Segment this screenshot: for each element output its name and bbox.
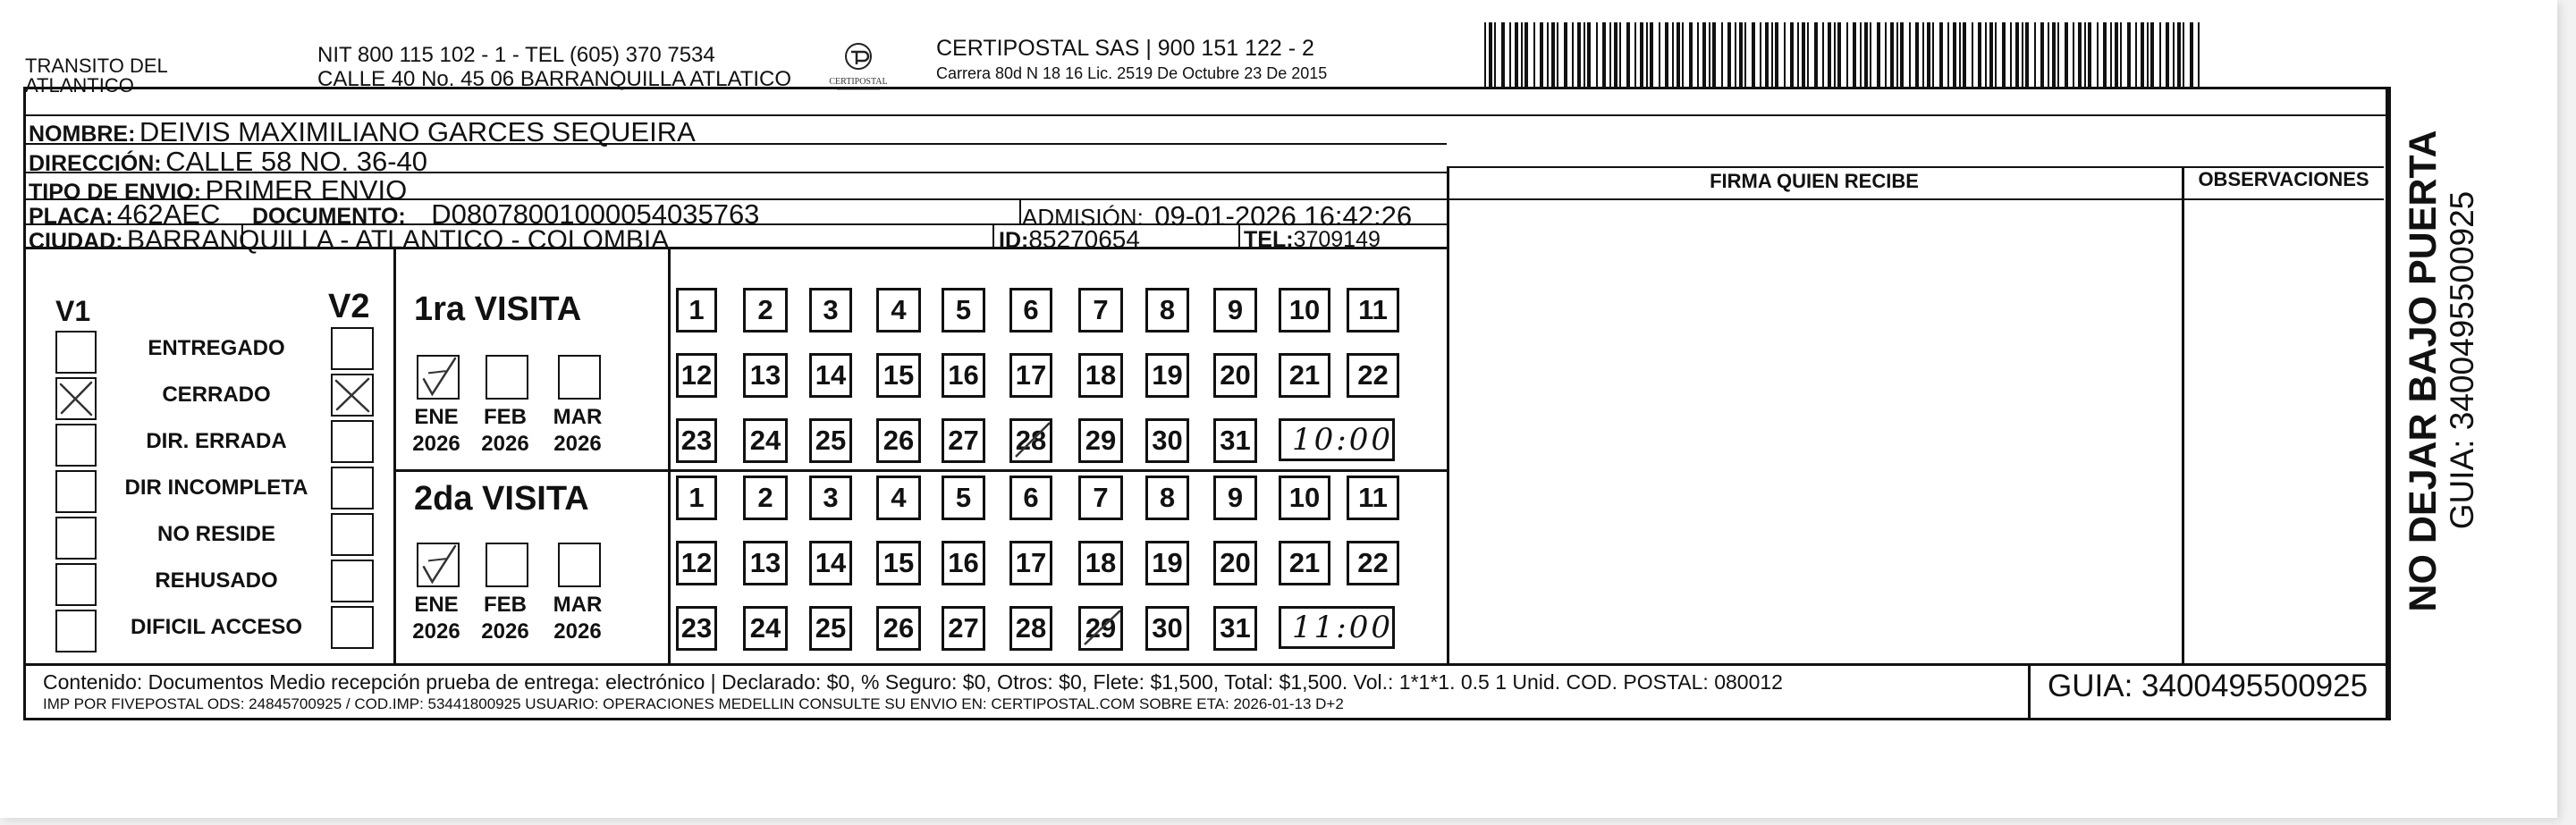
v2-checkbox-dir-incompleta[interactable]: [331, 467, 374, 509]
day-number: 9: [1227, 482, 1244, 513]
v2-checkbox-dificil-acceso[interactable]: [331, 606, 374, 649]
v1-checkbox-dir-errada[interactable]: [55, 424, 97, 467]
firma-area[interactable]: [1449, 201, 2179, 661]
day-number: 27: [948, 425, 979, 456]
visit-1-day-box[interactable]: [1009, 418, 1052, 463]
barcode-icon: [1484, 22, 2204, 89]
visit-1-day-box[interactable]: [1347, 288, 1399, 333]
visit-1-month-label: [401, 404, 472, 458]
day-number: 29: [1085, 612, 1117, 644]
day-number: 10: [1288, 294, 1321, 325]
ciudad-value: BARRANQUILLA - ATLANTICO - COLOMBIA: [127, 225, 670, 255]
day-number: 8: [1159, 294, 1176, 325]
visit-2-day-box[interactable]: [1279, 476, 1330, 520]
visit-1-day-box[interactable]: [743, 353, 788, 398]
day-number: 30: [1152, 612, 1183, 644]
month-year: 2026: [412, 619, 460, 644]
month-year: 2026: [553, 432, 602, 456]
footer-guia: GUIA: 3400495500925: [2048, 669, 2369, 703]
visit-2-month-label: [469, 592, 541, 645]
day-number: 16: [948, 359, 979, 391]
visit-1-month-checkbox-ene[interactable]: [417, 355, 460, 400]
tel-value: 3709149: [1293, 227, 1381, 252]
day-number: 13: [749, 359, 781, 391]
day-number: 25: [815, 612, 847, 644]
visit-2-day-box[interactable]: [743, 476, 788, 520]
nombre-value: DEIVIS MAXIMILIANO GARCES SEQUEIRA: [139, 116, 696, 147]
sender-name: TRANSITO DEL ATLANTICO: [25, 55, 167, 97]
day-number: 4: [891, 482, 907, 513]
v1-checkbox-dificil-acceso[interactable]: [55, 610, 97, 652]
visit-1-month-label: [469, 404, 541, 458]
day-number: 15: [883, 359, 915, 391]
visit-1-time-note[interactable]: [1279, 418, 1395, 461]
day-number: 19: [1152, 359, 1183, 391]
month-name: FEB: [484, 405, 527, 429]
day-number: 26: [883, 612, 915, 644]
v2-checkbox-rehusado[interactable]: [331, 560, 374, 602]
visit-2-day-box[interactable]: [1078, 606, 1123, 651]
admision-label: ADMISIÓN:: [1022, 204, 1144, 231]
visit-2-day-box[interactable]: [743, 541, 788, 585]
day-number: 24: [749, 425, 781, 456]
visit-1-day-box[interactable]: [809, 288, 852, 333]
visit-2-day-box[interactable]: [743, 606, 788, 651]
side-warning: NO DEJAR BAJO PUERTA: [2402, 130, 2445, 612]
day-number: 10: [1288, 482, 1321, 513]
visit-1-day-box[interactable]: [676, 288, 717, 333]
day-number: 4: [891, 294, 907, 325]
documento-label: DOCUMENTO:: [252, 204, 406, 229]
visit-2-day-box[interactable]: [1347, 476, 1399, 520]
admision-value: 09-01-2026 16:42:26: [1154, 200, 1413, 232]
tick-mark-icon: [418, 544, 458, 585]
visit-2-day-box[interactable]: [809, 606, 852, 651]
status-option-label: DIR. ERRADA: [146, 429, 287, 453]
visit-1-day-box[interactable]: [1078, 288, 1123, 333]
visit-2-day-box[interactable]: [676, 541, 717, 585]
visit-2-day-box[interactable]: [1009, 476, 1052, 520]
visit-2-month-label: [542, 592, 613, 645]
day-number: 3: [823, 482, 839, 513]
visit-2-day-box[interactable]: [1145, 606, 1189, 651]
v1-checkbox-no-reside[interactable]: [55, 517, 97, 560]
visit-2-month-label: [401, 592, 472, 645]
tick-mark-icon: [418, 357, 458, 398]
visit-2-day-box[interactable]: [809, 476, 852, 520]
status-option-label: DIFICIL ACCESO: [130, 615, 302, 639]
status-option-label: CERRADO: [162, 383, 271, 407]
day-number: 28: [1015, 425, 1047, 456]
day-number: 7: [1093, 482, 1109, 513]
day-number: 24: [749, 612, 781, 644]
visit-1-day-box[interactable]: [676, 353, 717, 398]
day-number: 3: [823, 294, 839, 325]
day-number: 31: [1220, 612, 1251, 644]
visit-2-day-box[interactable]: [942, 476, 985, 520]
svg-text:CERTIPOSTAL: CERTIPOSTAL: [829, 77, 888, 87]
tipo-envio-value: PRIMER ENVIO: [205, 174, 408, 206]
visit-2-day-box[interactable]: [942, 606, 985, 651]
visit-1-month-checkbox-mar[interactable]: [558, 355, 601, 400]
visit-1-day-box[interactable]: [1279, 288, 1330, 333]
id-value: 85270654: [1028, 225, 1140, 253]
observaciones-area[interactable]: [2184, 201, 2383, 661]
day-number: 12: [680, 359, 713, 391]
v2-checkbox-dir-errada[interactable]: [331, 420, 374, 463]
day-number: 15: [883, 547, 915, 578]
day-number: 25: [815, 425, 847, 456]
tel-label: TEL:: [1244, 227, 1294, 252]
visit-2-day-box[interactable]: [1213, 541, 1257, 585]
placa-value: 462AEC: [116, 198, 221, 230]
visit-1-day-box[interactable]: [1279, 353, 1330, 398]
visit-2-day-box[interactable]: [1279, 541, 1330, 585]
visit-2-day-box[interactable]: [1145, 541, 1189, 585]
day-number: 20: [1220, 359, 1251, 391]
visit-2-month-checkbox-feb[interactable]: [486, 543, 528, 587]
visit-2-day-box[interactable]: [942, 541, 985, 585]
day-number: 5: [955, 482, 972, 513]
visit-2-day-box[interactable]: [1213, 606, 1257, 651]
visit-2-time-note[interactable]: [1279, 606, 1395, 649]
visit-1-day-box[interactable]: [1145, 288, 1189, 333]
visit-2-day-box[interactable]: [876, 476, 921, 520]
day-number: 31: [1220, 425, 1251, 456]
day-strike-icon: [1081, 609, 1120, 648]
tipo-envio-label: TIPO DE ENVIO:: [29, 180, 202, 205]
day-number: 11: [1358, 294, 1388, 325]
visit-1-day-box[interactable]: [1347, 353, 1399, 398]
placa-label: PLACA:: [29, 204, 114, 229]
day-number: 21: [1288, 359, 1321, 391]
day-number: 2: [757, 294, 773, 325]
status-option-label: DIR INCOMPLETA: [124, 476, 308, 500]
day-number: 21: [1288, 547, 1321, 578]
visit-2-day-box[interactable]: [1078, 476, 1123, 520]
day-number: 13: [749, 547, 781, 578]
handwritten-time: 10:00: [1292, 422, 1393, 458]
day-number: 20: [1220, 547, 1251, 578]
day-number: 27: [948, 612, 979, 644]
documento-value: D08078001000054035763: [431, 198, 760, 230]
visit-1-day-box[interactable]: [1213, 418, 1257, 463]
visit-1-day-box[interactable]: [942, 418, 985, 463]
day-number: 2: [757, 482, 773, 513]
v2-checkbox-no-reside[interactable]: [331, 513, 374, 556]
ciudad-label: CIUDAD:: [29, 229, 123, 254]
sender-line-2: CALLE 40 No. 45 06 BARRANQUILLA ATLATICO: [317, 67, 792, 91]
visit-1-day-box[interactable]: [1078, 353, 1123, 398]
day-number: 7: [1093, 294, 1109, 325]
visit-2-day-box[interactable]: [876, 541, 921, 585]
check-mark-icon: [57, 379, 95, 418]
day-number: 28: [1015, 612, 1047, 644]
day-number: 6: [1023, 294, 1039, 325]
visit-1-day-box[interactable]: [876, 288, 921, 333]
day-number: 12: [680, 547, 713, 578]
month-year: 2026: [481, 619, 529, 644]
handwritten-time: 11:00: [1292, 610, 1393, 645]
barcode: [1484, 22, 2204, 89]
visit-1-day-box[interactable]: [809, 353, 852, 398]
day-number: 22: [1357, 547, 1389, 578]
v1-checkbox-rehusado[interactable]: [55, 563, 97, 606]
side-guia: GUIA: 3400495500925: [2444, 190, 2480, 530]
month-name: ENE: [414, 593, 459, 617]
sender-line-1: NIT 800 115 102 - 1 - TEL (605) 370 7534: [317, 43, 715, 67]
contenido-line: Contenido: Documentos Medio recepción prueba de entrega: electrónico | Declarado: $0, % Seguro: $0, Otros: $0, Flete: $1,500, Total: $1,500. Vol.: 1*1*1. 0.5 1 Unid. COD. POSTAL: 080012: [43, 670, 1783, 694]
visit-1-day-box[interactable]: [1213, 353, 1257, 398]
visit-1-day-box[interactable]: [1009, 353, 1052, 398]
day-number: 14: [815, 359, 847, 391]
month-year: 2026: [553, 619, 602, 644]
direccion-value: CALLE 58 NO. 36-40: [165, 146, 428, 177]
visit-1-day-box[interactable]: [809, 418, 852, 463]
day-number: 5: [955, 294, 972, 325]
firma-header: FIRMA QUIEN RECIBE: [1710, 170, 1919, 192]
direccion-label: DIRECCIÓN:: [29, 151, 162, 176]
imp-line: IMP POR FIVEPOSTAL ODS: 24845700925 / COD.IMP: 53441800925 USUARIO: OPERACIONES MEDELLIN CONSULTE SU ENVIO EN: CERTIPOSTAL.COM SOBRE ETA: 2026-01-13 D+2: [43, 695, 1344, 712]
status-option-label: NO RESIDE: [156, 522, 276, 546]
id-label: ID:: [999, 228, 1029, 253]
visit-2-day-box[interactable]: [1145, 476, 1189, 520]
day-number: 9: [1227, 294, 1244, 325]
visit-1-day-box[interactable]: [743, 288, 788, 333]
v1-checkbox-cerrado[interactable]: [55, 377, 97, 420]
visit-1-day-box[interactable]: [743, 418, 788, 463]
visit-2-day-box[interactable]: [1009, 606, 1052, 651]
status-option-label: ENTREGADO: [148, 336, 285, 360]
month-name: FEB: [484, 593, 527, 617]
day-number: 1: [688, 294, 705, 325]
visit-2-day-box[interactable]: [676, 606, 717, 651]
visit-2-day-box[interactable]: [676, 476, 717, 520]
visit-2-month-checkbox-ene[interactable]: [417, 543, 460, 587]
visit-1-day-box[interactable]: [676, 418, 717, 463]
day-number: 23: [680, 425, 713, 456]
day-number: 26: [883, 425, 915, 456]
check-mark-icon: [333, 375, 372, 415]
visit-1-day-box[interactable]: [942, 353, 985, 398]
v2-checkbox-entregado[interactable]: [331, 327, 374, 370]
v2-header: V2: [328, 288, 370, 325]
visit-1-month-checkbox-feb[interactable]: [486, 355, 528, 400]
day-number: 17: [1015, 547, 1047, 578]
day-number: 23: [680, 612, 713, 644]
month-name: ENE: [414, 405, 459, 429]
day-number: 22: [1357, 359, 1389, 391]
day-number: 8: [1159, 482, 1176, 513]
observaciones-header: OBSERVACIONES: [2198, 168, 2369, 190]
visit-1-day-box[interactable]: [1213, 288, 1257, 333]
day-strike-icon: [1012, 421, 1050, 460]
day-number: 6: [1023, 482, 1039, 513]
visit-1-day-box[interactable]: [1145, 418, 1189, 463]
nombre-label: NOMBRE:: [29, 122, 136, 147]
month-year: 2026: [481, 432, 529, 456]
visit-2-day-box[interactable]: [1347, 541, 1399, 585]
day-number: 18: [1085, 359, 1117, 391]
visit-1-day-box[interactable]: [1009, 288, 1052, 333]
day-number: 18: [1085, 547, 1117, 578]
status-option-label: REHUSADO: [155, 568, 278, 593]
day-number: 30: [1152, 425, 1183, 456]
visit-2-day-box[interactable]: [1009, 541, 1052, 585]
month-year: 2026: [412, 432, 460, 456]
visit-1-title: 1ra VISITA: [414, 290, 582, 328]
day-number: 16: [948, 547, 979, 578]
visit-1-day-box[interactable]: [876, 353, 921, 398]
visit-1-day-box[interactable]: [942, 288, 985, 333]
v1-checkbox-dir-incompleta[interactable]: [55, 470, 97, 513]
company-line-1: CERTIPOSTAL SAS | 900 151 122 - 2: [936, 36, 1314, 61]
visit-2-title: 2da VISITA: [414, 480, 589, 518]
day-number: 19: [1152, 547, 1183, 578]
day-number: 1: [688, 482, 705, 513]
v1-header: V1: [55, 295, 91, 327]
visit-2-day-box[interactable]: [1078, 541, 1123, 585]
day-number: 29: [1085, 425, 1117, 456]
visit-2-day-box[interactable]: [809, 541, 852, 585]
visit-1-day-box[interactable]: [876, 418, 921, 463]
day-number: 11: [1358, 482, 1388, 513]
v2-checkbox-cerrado[interactable]: [331, 374, 374, 417]
visit-2-day-box[interactable]: [876, 606, 921, 651]
visit-1-day-box[interactable]: [1078, 418, 1123, 463]
visit-2-month-checkbox-mar[interactable]: [558, 543, 601, 587]
month-name: MAR: [553, 593, 603, 617]
day-number: 17: [1015, 359, 1047, 391]
company-line-2: Carrera 80d N 18 16 Lic. 2519 De Octubre 23 De 2015: [936, 64, 1328, 82]
day-number: 14: [815, 547, 847, 578]
month-name: MAR: [553, 405, 603, 429]
visit-2-day-box[interactable]: [1213, 476, 1257, 520]
visit-1-month-label: [542, 404, 613, 458]
v1-checkbox-entregado[interactable]: [55, 331, 97, 374]
visit-1-day-box[interactable]: [1145, 353, 1189, 398]
